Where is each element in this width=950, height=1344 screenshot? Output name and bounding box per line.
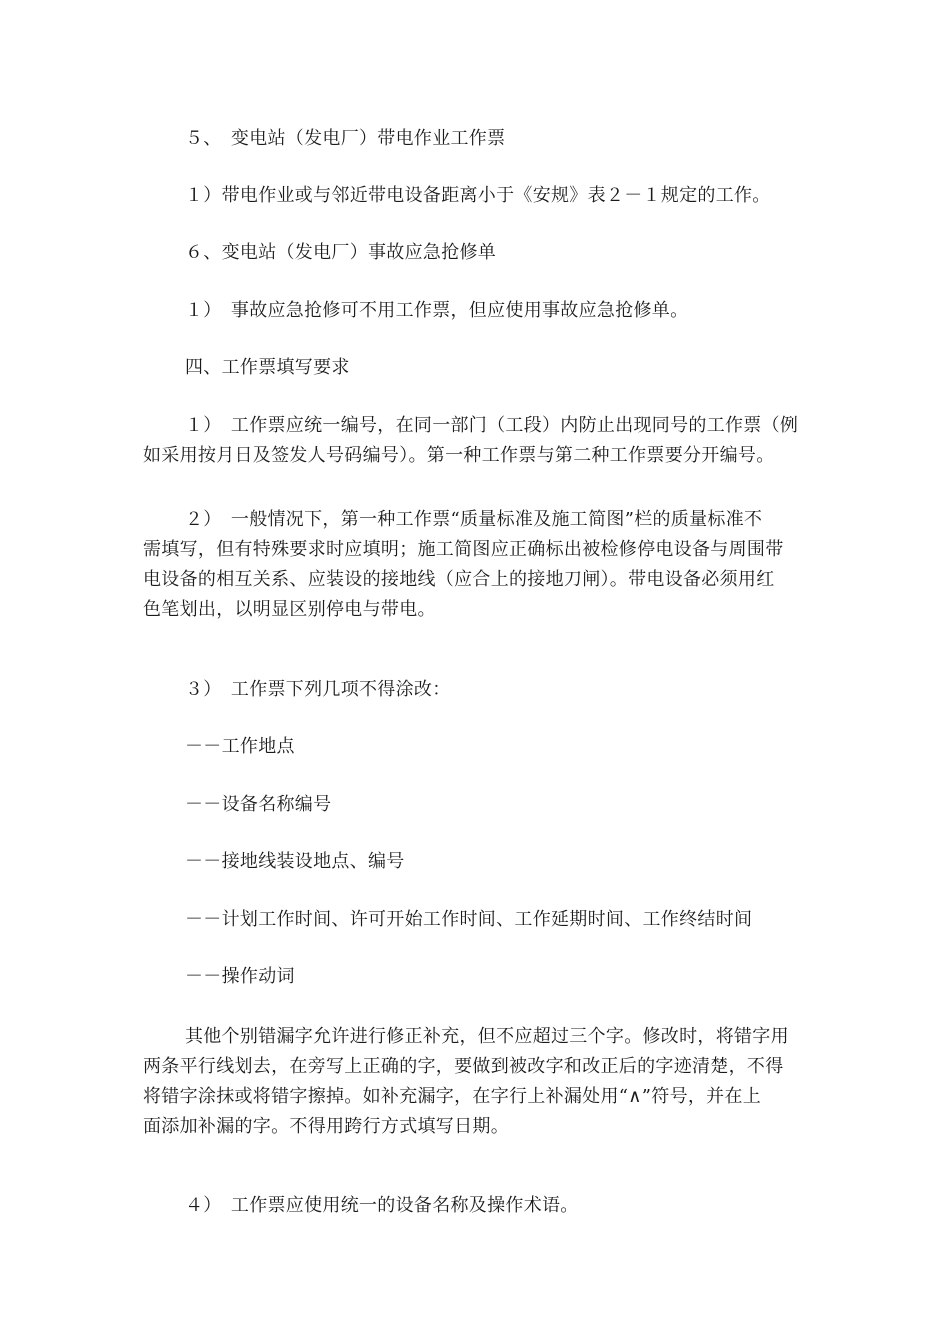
text-line: －－操作动词 <box>185 966 295 987</box>
text-line: ５、 变电站（发电厂）带电作业工作票 <box>185 128 506 149</box>
paragraph-no-alteration-items <box>143 675 811 705</box>
text-line: 需填写，但有特殊要求时应填明；施工简图应正确标出被检修停电设备与周围带 <box>143 539 784 560</box>
text-line: ２） 一般情况下，第一种工作票“质量标准及施工简图”栏的质量标准不 <box>185 509 763 530</box>
paragraph-numbering-rule <box>143 411 811 471</box>
text-line: ３） 工作票下列几项不得涂改： <box>185 679 451 700</box>
paragraph-correction-rule <box>143 1022 811 1142</box>
text-line: －－工作地点 <box>185 736 295 757</box>
text-line: 如采用按月日及签发人号码编号）。第一种工作票与第二种工作票要分开编号。 <box>143 445 775 466</box>
text-line: ６、变电站（发电厂）事故应急抢修单 <box>185 242 497 263</box>
text-line: －－计划工作时间、许可开始工作时间、工作延期时间、工作终结时间 <box>185 909 753 930</box>
heading-live-work-ticket <box>143 124 811 154</box>
text-line: 色笔划出，以明显区别停电与带电。 <box>143 599 436 620</box>
list-item-work-location <box>143 732 811 762</box>
list-item-operation-verbs <box>143 962 811 992</box>
text-line: 两条平行线划去，在旁写上正确的字，要做到被改字和改正后的字迹清楚，不得 <box>143 1056 784 1077</box>
paragraph-quality-standard-rule <box>143 505 811 625</box>
list-item-equipment-name <box>143 790 811 820</box>
text-line: １）带电作业或与邻近带电设备距离小于《安规》表２－１规定的工作。 <box>185 185 771 206</box>
text-line: １） 事故应急抢修可不用工作票，但应使用事故应急抢修单。 <box>185 300 689 321</box>
list-item-grounding-wire <box>143 847 811 877</box>
text-line: １） 工作票应统一编号，在同一部门（工段）内防止出现同号的工作票（例 <box>185 415 799 436</box>
text-line: 电设备的相互关系、应装设的接地线（应合上的接地刀闸）。带电设备必须用红 <box>143 569 775 590</box>
section-heading-fill-requirements <box>143 353 811 383</box>
text-line: ４） 工作票应使用统一的设备名称及操作术语。 <box>185 1195 579 1216</box>
text-line: 将错字涂抹或将错字擦掉。如补充漏字，在字行上补漏处用“∧”符号，并在上 <box>143 1086 762 1107</box>
paragraph-emergency-repair <box>143 296 811 326</box>
text-line: 其他个别错漏字允许进行修正补充，但不应超过三个字。修改时，将错字用 <box>185 1026 789 1047</box>
paragraph-unified-terms <box>143 1191 811 1221</box>
heading-emergency-repair-sheet <box>143 238 811 268</box>
paragraph-live-work-scope <box>143 181 811 211</box>
list-item-work-times <box>143 905 811 935</box>
text-line: 面添加补漏的字。不得用跨行方式填写日期。 <box>143 1116 509 1137</box>
text-line: －－设备名称编号 <box>185 794 332 815</box>
text-line: －－接地线装设地点、编号 <box>185 851 405 872</box>
text-line: 四、工作票填写要求 <box>185 357 350 378</box>
